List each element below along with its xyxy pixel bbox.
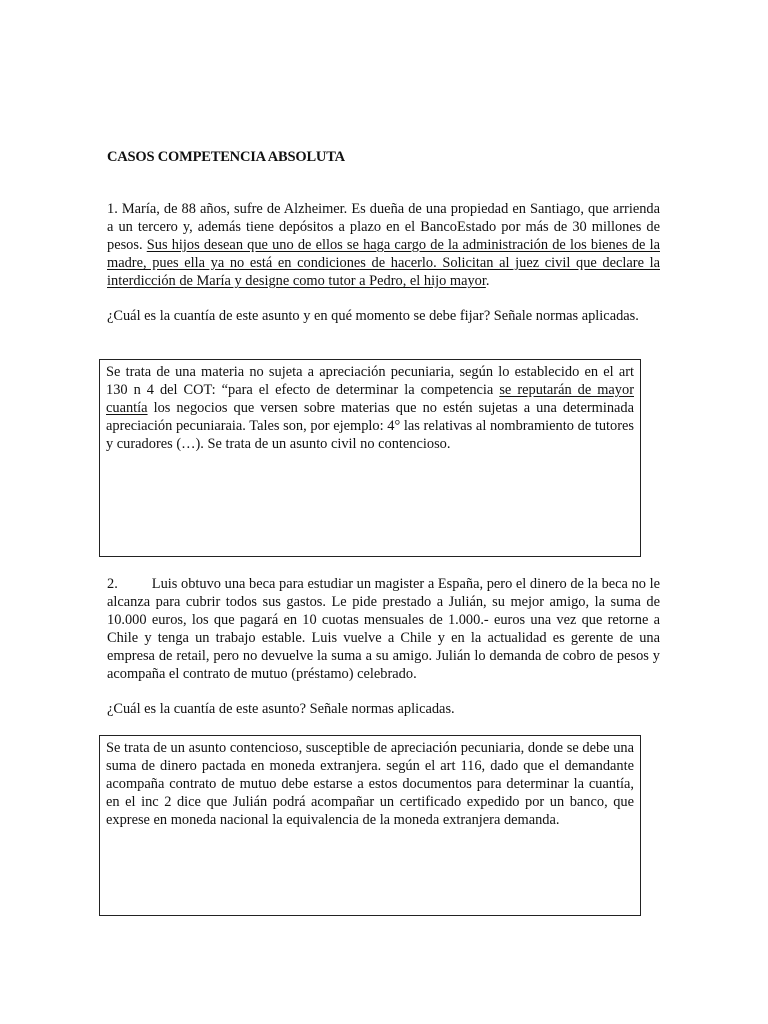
case-2-answer: Se trata de un asunto contencioso, susceptible de apreciación pecuniaria, donde se debe una suma de dinero pactada en moneda extranjera. según el art 116, dado que el demandante acompaña contrato de mutuo debe estarse a estos documentos para determinar la cuantía, en el inc 2 dice que Julián podrá acompañar un certificado expedido por un banco, que exprese en moneda nacional la equivalencia de la moneda extranjera demanda.	[106, 740, 634, 828]
case-1-statement	[107, 200, 660, 290]
case-1-answer-underlined: se reputarán de mayor cuantía	[106, 382, 634, 416]
case-1-answer-box	[99, 359, 641, 557]
document-title: CASOS COMPETENCIA ABSOLUTA	[107, 149, 345, 165]
case-1-end: .	[485, 273, 490, 289]
case-2-text: Luis obtuvo una beca para estudiar un magister a España, pero el dinero de la beca no le alcanza para cubrir todos sus gastos. Le pide prestado a Julián, su mejor amigo, la suma de 10.000 euros, los que pagará en 10 cuotas mensuales de 1.000.- euros una vez que retorne a Chile y tenga un trabajo estable. Luis vuelve a Chile y en la actualidad es gerente de una empresa de retail, pero no devuelve la suma a su amigo. Julián lo demanda de cobro de pesos y acompaña el contrato de mutuo (préstamo) celebrado.	[107, 576, 660, 682]
case-1-answer-part-2: los negocios que versen sobre materias que no estén sujetas a una determinada apreciación pecuniaraia. Tales son, por ejemplo: 4° las relativas al nombramiento de tutores y curadores (…). Se trata de un asunto civil no contencioso.	[106, 400, 634, 452]
case-2-statement	[107, 575, 660, 683]
case-1-answer	[106, 363, 634, 453]
case-1-underlined-text: Sus hijos desean que uno de ellos se haga cargo de la administración de los bienes de la madre, pues ella ya no está en condiciones de hacerlo. Solicitan al juez civil que declare la interdicción de María y designe como tutor a Pedro, el hijo mayor	[107, 237, 660, 289]
case-2-answer-box	[99, 735, 641, 916]
case-2-number: 2.	[107, 576, 118, 592]
case-1-intro: 1. María, de 88 años, sufre de Alzheimer. Es dueña de una propiedad en Santiago, que arrienda a un tercero y, además tiene depósitos a plazo en el BancoEstado por más de 30 millones de pesos.	[107, 201, 660, 253]
case-1-answer-part-1: Se trata de una materia no sujeta a apreciación pecuniaria, según lo establecido en el art 130 n 4 del COT: “para el efecto de determinar la competencia	[106, 364, 634, 398]
case-1-question: ¿Cuál es la cuantía de este asunto y en qué momento se debe fijar? Señale normas aplicadas.	[107, 308, 639, 324]
case-2-question: ¿Cuál es la cuantía de este asunto? Señale normas aplicadas.	[107, 701, 455, 717]
